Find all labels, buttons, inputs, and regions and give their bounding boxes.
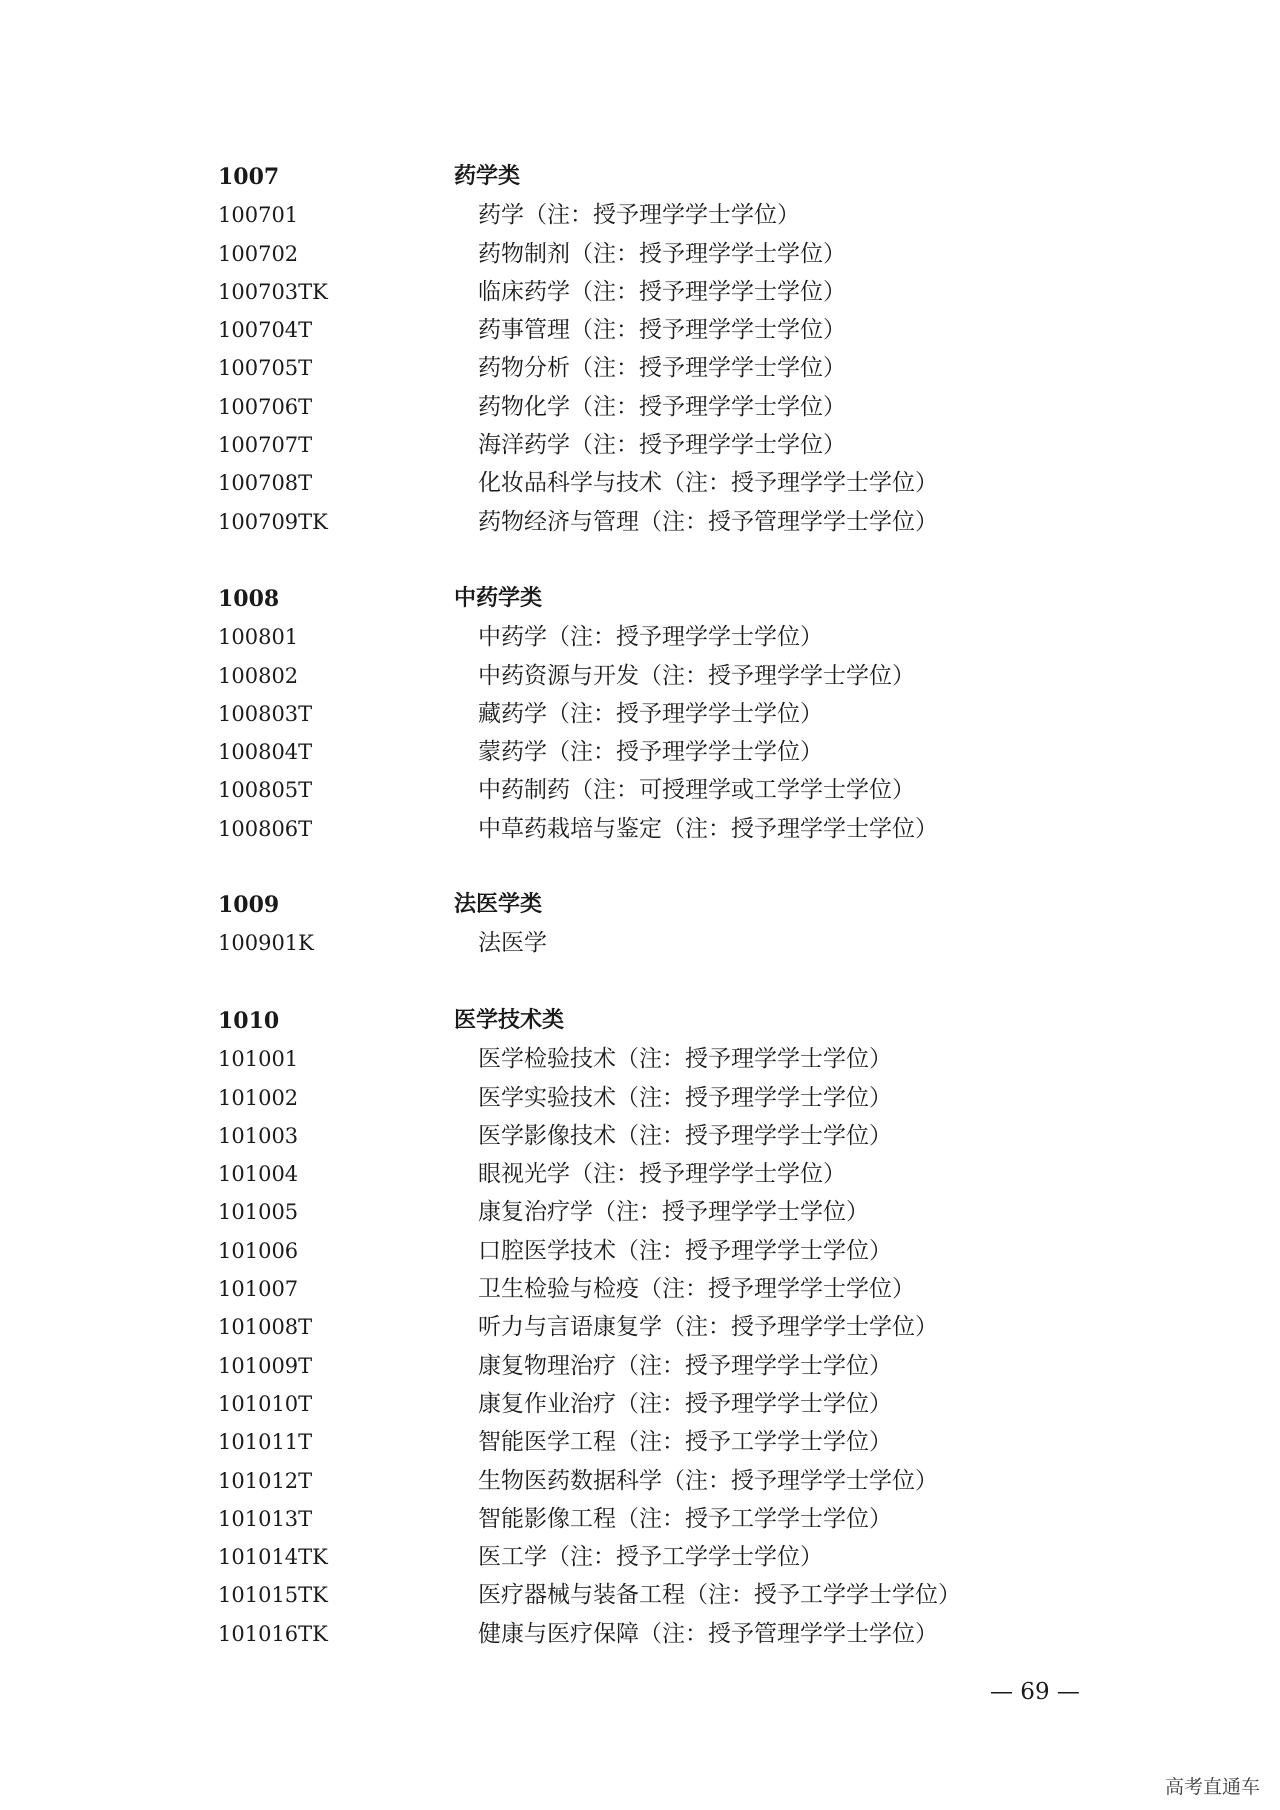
major-name: 卫生检验与检疫（注：授予理学学士学位） bbox=[478, 1276, 915, 1303]
list-item bbox=[0, 733, 1280, 771]
major-code: 101002 bbox=[218, 1085, 299, 1110]
section-header bbox=[0, 886, 1280, 924]
major-code: 100806T bbox=[218, 816, 313, 841]
major-code: 100804T bbox=[218, 740, 313, 765]
major-name: 蒙药学（注：授予理学学士学位） bbox=[478, 739, 823, 766]
list-item bbox=[0, 426, 1280, 464]
list-item bbox=[0, 657, 1280, 695]
major-code: 101012T bbox=[218, 1468, 313, 1493]
major-name: 智能医学工程（注：授予工学学士学位） bbox=[478, 1429, 892, 1456]
major-code: 100703TK bbox=[218, 279, 328, 304]
major-code: 101005 bbox=[218, 1200, 299, 1225]
major-code: 101010T bbox=[218, 1391, 313, 1416]
section-code: 1009 bbox=[218, 892, 280, 918]
list-item bbox=[0, 196, 1280, 234]
section-code: 1007 bbox=[218, 164, 280, 190]
list-item bbox=[0, 810, 1280, 848]
list-item bbox=[0, 273, 1280, 311]
list-item bbox=[0, 503, 1280, 541]
major-name: 中药资源与开发（注：授予理学学士学位） bbox=[478, 662, 915, 689]
major-code: 100702 bbox=[218, 241, 299, 266]
major-code: 101001 bbox=[218, 1047, 299, 1072]
major-code: 101013T bbox=[218, 1506, 313, 1531]
major-name: 康复物理治疗（注：授予理学学士学位） bbox=[478, 1352, 892, 1379]
section-code: 1010 bbox=[218, 1008, 280, 1034]
section-title: 药学类 bbox=[454, 164, 521, 189]
section-1008 bbox=[0, 580, 1280, 848]
major-name: 中药制药（注：可授理学或工学学士学位） bbox=[478, 777, 915, 804]
list-item bbox=[0, 1500, 1280, 1538]
section-1007 bbox=[0, 158, 1280, 541]
list-item bbox=[0, 1462, 1280, 1500]
major-code: 101007 bbox=[218, 1277, 299, 1302]
major-name: 药事管理（注：授予理学学士学位） bbox=[478, 317, 846, 344]
major-name: 化妆品科学与技术（注：授予理学学士学位） bbox=[478, 470, 938, 497]
list-item bbox=[0, 1538, 1280, 1576]
major-code: 100709TK bbox=[218, 509, 328, 534]
major-name: 中药学（注：授予理学学士学位） bbox=[478, 624, 823, 651]
list-item bbox=[0, 771, 1280, 809]
major-code: 101009T bbox=[218, 1353, 313, 1378]
major-code: 100802 bbox=[218, 663, 299, 688]
section-header bbox=[0, 158, 1280, 196]
major-code: 100801 bbox=[218, 625, 299, 650]
major-name: 康复治疗学（注：授予理学学士学位） bbox=[478, 1199, 869, 1226]
major-name: 医工学（注：授予工学学士学位） bbox=[478, 1544, 823, 1571]
major-name: 药物制剂（注：授予理学学士学位） bbox=[478, 240, 846, 267]
section-1009 bbox=[0, 886, 1280, 963]
major-name: 临床药学（注：授予理学学士学位） bbox=[478, 278, 846, 305]
major-name: 医学实验技术（注：授予理学学士学位） bbox=[478, 1084, 892, 1111]
major-code: 100803T bbox=[218, 701, 313, 726]
major-name: 药物分析（注：授予理学学士学位） bbox=[478, 355, 846, 382]
list-item bbox=[0, 1576, 1280, 1614]
major-name: 药学（注：授予理学学士学位） bbox=[478, 202, 800, 229]
major-name: 医学影像技术（注：授予理学学士学位） bbox=[478, 1122, 892, 1149]
major-name: 生物医药数据科学（注：授予理学学士学位） bbox=[478, 1467, 938, 1494]
major-name: 口腔医学技术（注：授予理学学士学位） bbox=[478, 1237, 892, 1264]
major-name: 法医学 bbox=[478, 930, 547, 957]
list-item bbox=[0, 311, 1280, 349]
major-code: 101003 bbox=[218, 1123, 299, 1148]
major-code: 100707T bbox=[218, 433, 313, 458]
list-item bbox=[0, 1193, 1280, 1231]
major-name: 听力与言语康复学（注：授予理学学士学位） bbox=[478, 1314, 938, 1341]
major-name: 藏药学（注：授予理学学士学位） bbox=[478, 700, 823, 727]
section-code: 1008 bbox=[218, 586, 280, 612]
major-code: 100805T bbox=[218, 778, 313, 803]
list-item bbox=[0, 1423, 1280, 1461]
list-item bbox=[0, 1347, 1280, 1385]
section-header bbox=[0, 580, 1280, 618]
major-code: 100706T bbox=[218, 394, 313, 419]
major-name: 海洋药学（注：授予理学学士学位） bbox=[478, 432, 846, 459]
major-name: 眼视光学（注：授予理学学士学位） bbox=[478, 1161, 846, 1188]
section-title: 医学技术类 bbox=[454, 1008, 565, 1033]
list-item bbox=[0, 695, 1280, 733]
list-item bbox=[0, 235, 1280, 273]
major-name: 中草药栽培与鉴定（注：授予理学学士学位） bbox=[478, 815, 938, 842]
major-name: 医学检验技术（注：授予理学学士学位） bbox=[478, 1046, 892, 1073]
major-name: 康复作业治疗（注：授予理学学士学位） bbox=[478, 1390, 892, 1417]
major-name: 药物经济与管理（注：授予管理学学士学位） bbox=[478, 508, 938, 535]
major-code: 101008T bbox=[218, 1315, 313, 1340]
major-name: 健康与医疗保障（注：授予管理学学士学位） bbox=[478, 1620, 938, 1647]
major-code: 101014TK bbox=[218, 1545, 328, 1570]
major-code: 100901K bbox=[218, 931, 314, 956]
major-code: 100708T bbox=[218, 471, 313, 496]
list-item bbox=[0, 1117, 1280, 1155]
list-item bbox=[0, 464, 1280, 502]
section-header bbox=[0, 1002, 1280, 1040]
major-code: 100704T bbox=[218, 318, 313, 343]
section-title: 中药学类 bbox=[454, 586, 543, 611]
list-item bbox=[0, 1308, 1280, 1346]
list-item bbox=[0, 1232, 1280, 1270]
list-item bbox=[0, 349, 1280, 387]
list-item bbox=[0, 1385, 1280, 1423]
list-item bbox=[0, 1040, 1280, 1078]
list-item bbox=[0, 924, 1280, 962]
major-code: 100705T bbox=[218, 356, 313, 381]
major-code: 101015TK bbox=[218, 1583, 328, 1608]
major-code: 101004 bbox=[218, 1162, 299, 1187]
major-name: 智能影像工程（注：授予工学学士学位） bbox=[478, 1505, 892, 1532]
list-item bbox=[0, 1079, 1280, 1117]
major-code: 101016TK bbox=[218, 1621, 328, 1646]
major-code: 101006 bbox=[218, 1238, 299, 1263]
page-number: — 69 — bbox=[990, 1679, 1080, 1705]
list-item bbox=[0, 388, 1280, 426]
list-item bbox=[0, 1155, 1280, 1193]
watermark: 高考直通车 bbox=[1164, 1776, 1260, 1798]
list-item bbox=[0, 618, 1280, 656]
major-code: 101011T bbox=[218, 1430, 313, 1455]
section-1010 bbox=[0, 1002, 1280, 1653]
major-name: 药物化学（注：授予理学学士学位） bbox=[478, 393, 846, 420]
list-item bbox=[0, 1270, 1280, 1308]
major-code: 100701 bbox=[218, 203, 299, 228]
major-name: 医疗器械与装备工程（注：授予工学学士学位） bbox=[478, 1582, 961, 1609]
section-title: 法医学类 bbox=[454, 892, 543, 917]
list-item bbox=[0, 1615, 1280, 1653]
